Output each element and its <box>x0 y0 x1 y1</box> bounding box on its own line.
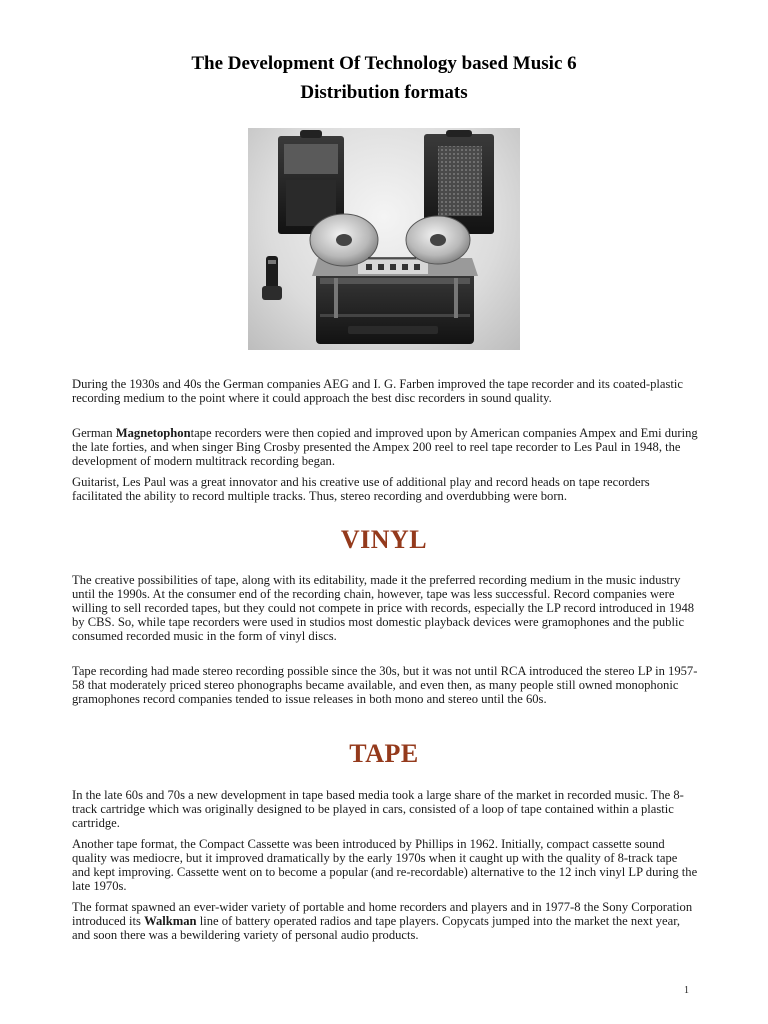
page-number: 1 <box>684 985 689 996</box>
document-title: The Development Of Technology based Music 6 <box>191 53 577 74</box>
tape-paragraph-2: Another tape format, the Compact Cassette was been introduced by Phillips in 1962. Initially, compact cassette sound quality was mediocre, but it improved dramatically by the early 1970s when it caught up with the quality of 8-track tape and kept improving. Cassette went on to become a popular (and re-recordable) alternative to the 12 inch vinyl LP during the late 1970s. <box>72 837 698 893</box>
walkman-term: Walkman <box>144 914 197 928</box>
vinyl-paragraph-1: The creative possibilities of tape, along with its editability, made it the preferred recording medium in the music industry until the 1990s. At the consumer end of the recording chain, however, tape was less successful. Record companies were willing to sell recorded tapes, but they could not compete in price with records, especially the LP record introduced in 1948 by CBS. So, while tape recorders were used in studios most domestic playback devices were gramophones and the public consumed recorded music in the form of vinyl discs. <box>72 573 695 643</box>
magnetophon-term: Magnetophon <box>115 426 191 440</box>
intro-paragraph-2 <box>72 426 698 468</box>
tape-recorder-photo <box>248 128 520 350</box>
document-subtitle: Distribution formats <box>300 82 468 103</box>
tape-paragraph-3-text-rest: line of battery operated radios and tape players. Copycats jumped into the market the next year, and soon there was a bewildering variety of personal audio products. <box>72 914 681 942</box>
intro-paragraph-2-text-rest: tape recorders were then copied and improved upon by American companies Ampex and Emi during the late forties, and when singer Bing Crosby presented the Ampex 200 reel to reel tape recorder to Les Paul in 1948, the development of modern multitrack recording began. <box>72 426 698 468</box>
tape-paragraph-1: In the late 60s and 70s a new development in tape based media took a large share of the market in recorded music. The 8-track cartridge which was originally designed to be played in cars, consisted of a loop of tape contained within a plastic cartridge. <box>72 788 684 830</box>
vinyl-paragraph-2: Tape recording had made stereo recording possible since the 30s, but it was not until RCA introduced the stereo LP in 1957-58 that moderately priced stereo phonographs became available, and even then, as many people still owned monophonic gramophones record companies tended to issue releases in both mono and stereo until the 60s. <box>72 664 698 706</box>
vinyl-heading: VINYL <box>340 525 428 554</box>
reel-to-reel-recorder-illustration <box>248 128 520 350</box>
tape-paragraph-3-text: The format spawned an ever-wider variety of portable and home recorders and players and in 1977-8 the Sony Corporation introduced its <box>72 900 693 928</box>
intro-paragraph-3: Guitarist, Les Paul was a great innovator and his creative use of additional play and record heads on tape recorders facilitated the ability to record multiple tracks. Thus, stereo recording and overdubbing were born. <box>72 475 650 503</box>
tape-heading: TAPE <box>349 739 419 768</box>
tape-paragraph-3 <box>72 900 698 942</box>
intro-paragraph-2-text: German <box>72 426 116 440</box>
intro-paragraph-1: During the 1930s and 40s the German companies AEG and I. G. Farben improved the tape recorder and its coated-plastic recording medium to the point where it could approach the best disc recorders in sound quality. <box>72 377 683 405</box>
